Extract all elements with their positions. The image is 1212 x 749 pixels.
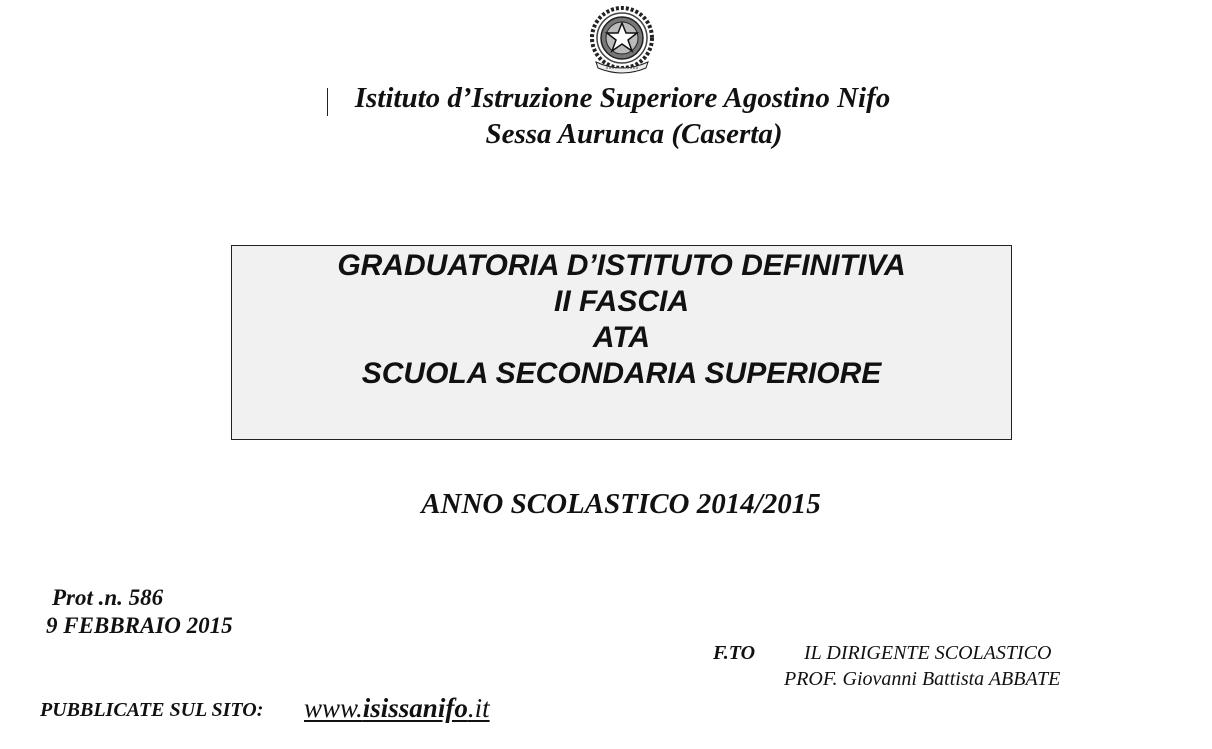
republic-emblem-icon xyxy=(586,2,658,76)
protocol-number: Prot .n. 586 xyxy=(52,585,164,610)
title-line-3: ATA xyxy=(592,321,651,354)
signature-role: IL DIRIGENTE SCOLASTICO xyxy=(804,642,1052,664)
title-box xyxy=(231,245,1012,440)
title-line-2: II FASCIA xyxy=(553,285,689,318)
website-link-suffix: .it xyxy=(467,693,490,723)
school-year: ANNO SCOLASTICO 2014/2015 xyxy=(421,488,821,520)
protocol-date: 9 FEBBRAIO 2015 xyxy=(46,613,233,638)
school-city: Sessa Aurunca (Caserta) xyxy=(485,118,783,150)
website-link[interactable] xyxy=(304,692,490,724)
signature-fto: F.TO xyxy=(713,642,756,664)
title-line-1: GRADUATORIA D’ISTITUTO DEFINITIVA xyxy=(337,249,906,282)
title-line-4: SCUOLA SECONDARIA SUPERIORE xyxy=(361,357,882,390)
signature-name: PROF. Giovanni Battista ABBATE xyxy=(784,668,1061,690)
school-name: Istituto d’Istruzione Superiore Agostino Nifo xyxy=(354,82,891,114)
website-link-prefix: www. xyxy=(304,693,363,723)
website-link-domain: isissanifo xyxy=(362,693,468,723)
published-label: PUBBLICATE SUL SITO: xyxy=(40,699,264,721)
